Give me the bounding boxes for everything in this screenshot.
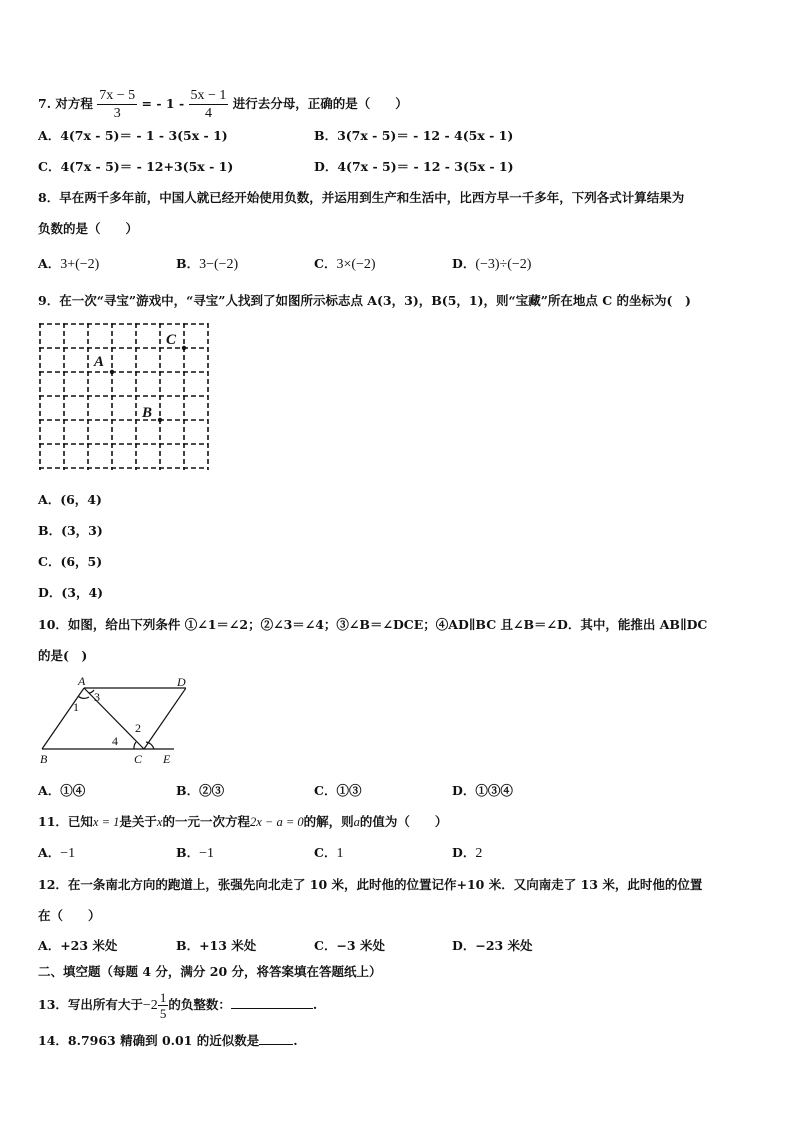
q10-stem-line1: 10．如图，给出下列条件 ①∠1＝∠2；②∠3＝∠4；③∠B＝∠DCE；④AD∥BC 且∠B＝∠D．其中，能推出 AB∥DC xyxy=(38,617,708,632)
angle-label-2: 2 xyxy=(135,721,141,735)
q12-option-a[interactable]: A．+23 米处 xyxy=(38,938,118,953)
q11-option-b[interactable]: B．−1 xyxy=(176,845,214,861)
label-e: E xyxy=(163,752,171,766)
q10-option-a[interactable]: A．①④ xyxy=(38,783,86,798)
q7-fraction-2: $\frac{5x - 1}{4}$ xyxy=(190,88,227,121)
q8-stem-line2: 负数的是（ ） xyxy=(38,221,139,236)
q7-option-a[interactable]: A．4(7x - 5)＝ - 1 - 3(5x - 1) xyxy=(38,128,228,143)
q11-option-a[interactable]: A．−1 xyxy=(38,845,76,861)
section-heading-fill-in: 二、填空题（每题 4 分，满分 20 分，将答案填在答题纸上） xyxy=(38,964,382,979)
q8-option-b[interactable]: B．3−(−2) xyxy=(176,256,239,272)
label-c: C xyxy=(166,332,177,348)
q12-stem-line2: 在（ ） xyxy=(38,908,101,923)
q14-answer-blank[interactable] xyxy=(259,1032,293,1045)
q9-grid-figure xyxy=(38,322,210,472)
q8-option-c[interactable]: C．3×(−2) xyxy=(314,256,376,272)
q7-option-d[interactable]: D．4(7x - 5)＝ - 12 - 3(5x - 1) xyxy=(314,159,514,174)
q9-stem: 9．在一次“寻宝”游戏中，“寻宝”人找到了如图所示标志点 A(3，3)，B(5，1)，则“宝藏”所在地点 C 的坐标为( ) xyxy=(38,293,691,308)
q8-stem-line1: 8．早在两千多年前，中国人就已经开始使用负数，并运用到生产和生活中，比西方早一千多年，下列各式计算结果为 xyxy=(38,190,685,205)
q12-stem-line1: 12．在一条南北方向的跑道上，张强先向北走了 10 米，此时他的位置记作+10 米．又向南走了 13 米，此时他的位置 xyxy=(38,877,703,892)
point-b xyxy=(158,418,162,422)
q7-option-c[interactable]: C．4(7x - 5)＝ - 12+3(5x - 1) xyxy=(38,159,234,174)
angle-label-4: 4 xyxy=(112,734,118,748)
q7-stem: 7. 对方程 $\frac{7x - 5}{3}$ = - 1 - $\frac{5x - 1}{4}$ 进行去分母，正确的是（ ） xyxy=(38,88,408,121)
q9-option-a[interactable]: A．(6，4) xyxy=(38,492,102,507)
q8-option-a[interactable]: A．3+(−2) xyxy=(38,256,100,272)
q10-option-c[interactable]: C．①③ xyxy=(314,783,362,798)
q11-option-c[interactable]: C．1 xyxy=(314,845,344,861)
q10-option-d[interactable]: D．①③④ xyxy=(452,783,513,798)
q12-option-c[interactable]: C．−3 米处 xyxy=(314,938,385,953)
q13-fraction: $\frac{1}{5}$ xyxy=(159,990,167,1021)
label-a: A xyxy=(78,674,86,688)
q7-fraction-1: $\frac{7x - 5}{3}$ xyxy=(99,88,136,121)
q14-stem: 14．8.7963 精确到 0.01 的近似数是 . xyxy=(38,1033,298,1048)
q10-parallelogram-figure xyxy=(36,674,186,768)
q11-stem: 11．已知x = 1是关于x的一元一次方程2x − a = 0的解，则a的值为（ ） xyxy=(38,814,448,829)
q7-option-b[interactable]: B．3(7x - 5)＝ - 12 - 4(5x - 1) xyxy=(314,128,514,143)
angle-label-1: 1 xyxy=(73,700,79,714)
point-a xyxy=(110,370,114,374)
label-c: C xyxy=(134,752,143,766)
label-a: A xyxy=(94,354,105,370)
label-b: B xyxy=(142,405,153,421)
point-c xyxy=(182,346,186,350)
q12-option-b[interactable]: B．+13 米处 xyxy=(176,938,257,953)
q9-option-c[interactable]: C．(6，5) xyxy=(38,554,103,569)
q13-stem: 13．写出所有大于−2 $\frac{1}{5}$ 的负整数： . xyxy=(38,990,318,1021)
label-b: B xyxy=(40,752,48,766)
q13-answer-blank[interactable] xyxy=(231,996,313,1009)
q8-option-d[interactable]: D．(−3)÷(−2) xyxy=(452,256,532,272)
q11-option-d[interactable]: D．2 xyxy=(452,845,483,861)
q12-option-d[interactable]: D．−23 米处 xyxy=(452,938,533,953)
q9-option-d[interactable]: D．(3，4) xyxy=(38,585,104,600)
q10-option-b[interactable]: B．②③ xyxy=(176,783,225,798)
q9-option-b[interactable]: B．(3，3) xyxy=(38,523,103,538)
angle-label-3: 3 xyxy=(94,690,100,704)
label-d: D xyxy=(177,675,186,689)
q10-stem-line2: 的是( ) xyxy=(38,648,88,663)
